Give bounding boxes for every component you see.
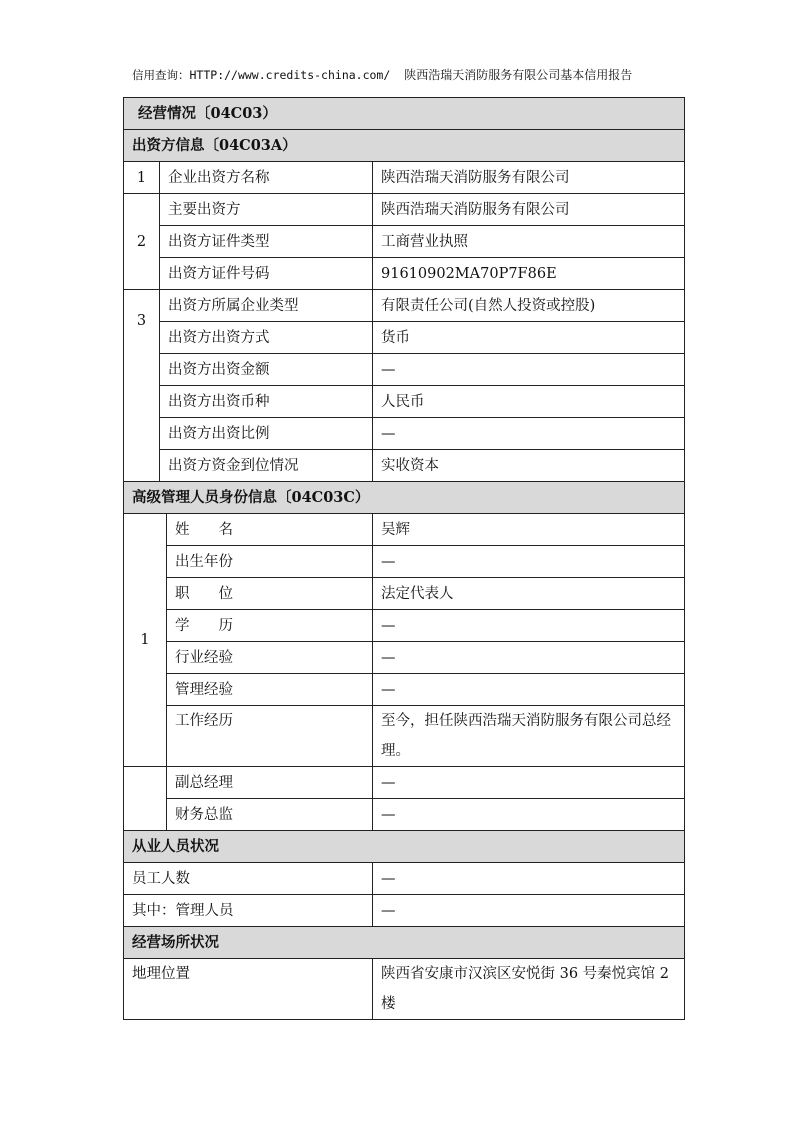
table-row bbox=[124, 322, 685, 354]
section-row bbox=[124, 927, 685, 959]
table-row bbox=[124, 226, 685, 258]
field-label: 地理位置 bbox=[124, 959, 373, 1020]
field-value: — bbox=[373, 799, 685, 831]
section-premises: 经营场所状况 bbox=[124, 927, 685, 959]
table-row bbox=[124, 194, 685, 226]
field-label: 出资方证件号码 bbox=[160, 258, 373, 290]
field-value: — bbox=[373, 674, 685, 706]
blank-cell bbox=[124, 799, 167, 831]
field-value: — bbox=[373, 610, 685, 642]
table-row bbox=[124, 578, 685, 610]
credit-report-table bbox=[123, 97, 685, 1020]
section-row bbox=[124, 831, 685, 863]
table-row bbox=[124, 514, 685, 546]
table-row bbox=[124, 959, 685, 1020]
field-value: 货币 bbox=[373, 322, 685, 354]
field-label: 出生年份 bbox=[167, 546, 373, 578]
table-row bbox=[124, 450, 685, 482]
field-label: 企业出资方名称 bbox=[160, 162, 373, 194]
row-number: 1 bbox=[124, 162, 160, 194]
field-value: — bbox=[373, 863, 685, 895]
field-value: — bbox=[373, 354, 685, 386]
row-number: 3 bbox=[124, 290, 160, 482]
row-number: 2 bbox=[124, 194, 160, 290]
field-label: 出资方资金到位情况 bbox=[160, 450, 373, 482]
header-report-title: 陕西浩瑞天消防服务有限公司基本信用报告 bbox=[404, 68, 633, 82]
field-label: 出资方出资币种 bbox=[160, 386, 373, 418]
row-number: 1 bbox=[124, 514, 167, 767]
field-label: 职 位 bbox=[167, 578, 373, 610]
field-value: — bbox=[373, 642, 685, 674]
table-row bbox=[124, 674, 685, 706]
field-label: 员工人数 bbox=[124, 863, 373, 895]
field-value: 实收资本 bbox=[373, 450, 685, 482]
table-row bbox=[124, 546, 685, 578]
field-value: — bbox=[373, 418, 685, 450]
table-row bbox=[124, 642, 685, 674]
section-row bbox=[124, 130, 685, 162]
field-label: 出资方出资比例 bbox=[160, 418, 373, 450]
field-value: 工商营业执照 bbox=[373, 226, 685, 258]
field-value: — bbox=[373, 767, 685, 799]
page-header bbox=[132, 66, 692, 83]
table-row bbox=[124, 290, 685, 322]
section-row bbox=[124, 98, 685, 130]
table-row bbox=[124, 418, 685, 450]
section-employees: 从业人员状况 bbox=[124, 831, 685, 863]
field-label: 出资方出资金额 bbox=[160, 354, 373, 386]
section-row bbox=[124, 482, 685, 514]
field-value: 法定代表人 bbox=[373, 578, 685, 610]
table-row bbox=[124, 610, 685, 642]
table-row bbox=[124, 258, 685, 290]
blank-cell bbox=[124, 767, 167, 799]
table-row bbox=[124, 863, 685, 895]
field-value: 陕西省安康市汉滨区安悦街 36 号秦悦宾馆 2 楼 bbox=[373, 959, 685, 1020]
section-operations: 经营情况〔04C03） bbox=[124, 98, 685, 130]
field-value: 至今，担任陕西浩瑞天消防服务有限公司总经理。 bbox=[373, 706, 685, 767]
field-value: 陕西浩瑞天消防服务有限公司 bbox=[373, 194, 685, 226]
field-label: 学 历 bbox=[167, 610, 373, 642]
field-label: 行业经验 bbox=[167, 642, 373, 674]
field-label: 其中：管理人员 bbox=[124, 895, 373, 927]
section-investor-info: 出资方信息〔04C03A） bbox=[124, 130, 685, 162]
field-value: — bbox=[373, 895, 685, 927]
field-value: 有限责任公司(自然人投资或控股) bbox=[373, 290, 685, 322]
field-value: 91610902MA70P7F86E bbox=[373, 258, 685, 290]
field-label: 管理经验 bbox=[167, 674, 373, 706]
header-url: 信用查询：HTTP://www.credits-china.com/ bbox=[132, 68, 391, 82]
field-value: 陕西浩瑞天消防服务有限公司 bbox=[373, 162, 685, 194]
table-row bbox=[124, 767, 685, 799]
table-row bbox=[124, 162, 685, 194]
field-value: 人民币 bbox=[373, 386, 685, 418]
field-value: 吴辉 bbox=[373, 514, 685, 546]
table-row bbox=[124, 354, 685, 386]
table-row bbox=[124, 386, 685, 418]
field-label: 出资方所属企业类型 bbox=[160, 290, 373, 322]
table-row bbox=[124, 706, 685, 767]
field-label: 主要出资方 bbox=[160, 194, 373, 226]
field-label: 出资方出资方式 bbox=[160, 322, 373, 354]
field-label: 出资方证件类型 bbox=[160, 226, 373, 258]
section-executives: 高级管理人员身份信息〔04C03C） bbox=[124, 482, 685, 514]
field-label: 财务总监 bbox=[167, 799, 373, 831]
table-row bbox=[124, 799, 685, 831]
table-row bbox=[124, 895, 685, 927]
field-value: — bbox=[373, 546, 685, 578]
field-label: 姓 名 bbox=[167, 514, 373, 546]
field-label: 副总经理 bbox=[167, 767, 373, 799]
field-label: 工作经历 bbox=[167, 706, 373, 767]
